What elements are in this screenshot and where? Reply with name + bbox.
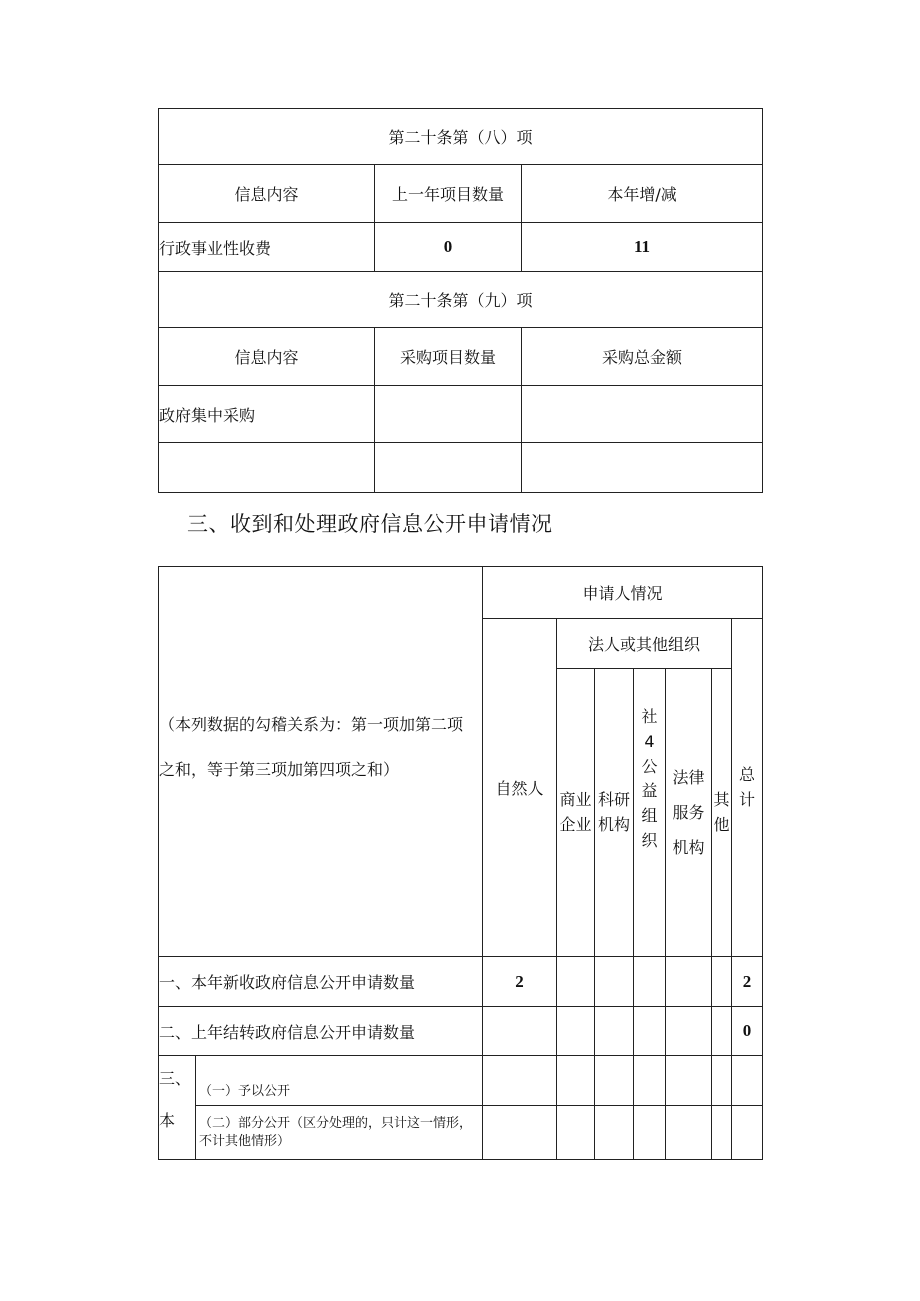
row-procurement-label: 政府集中采购	[159, 386, 375, 443]
col-commercial-label: 商业企业	[559, 789, 592, 834]
empty-cell	[666, 1056, 712, 1106]
row3-sub2-label: （二）部分公开（区分处理的，只计这一情形，不计其他情形）	[196, 1106, 483, 1160]
col-research-label: 科研机构	[598, 789, 631, 834]
applications-table	[158, 566, 763, 1160]
col-social	[634, 669, 666, 957]
section-3-heading: 三、收到和处理政府信息公开申请情况	[187, 512, 553, 536]
col-commercial	[557, 669, 595, 957]
col-natural-person: 自然人	[483, 619, 557, 957]
section-9-title: 第二十条第（九）项	[159, 272, 763, 328]
row-fees-label: 行政事业性收费	[159, 223, 375, 272]
applicant-header: 申请人情况	[483, 567, 763, 619]
empty-cell	[557, 1007, 595, 1056]
col-total-label: 总计	[739, 764, 756, 809]
col-total	[732, 619, 763, 957]
info-items-table	[158, 108, 763, 493]
empty-cell	[732, 1106, 763, 1160]
header-prev-year-count: 上一年项目数量	[375, 165, 522, 223]
header-procurement-amount: 采购总金额	[522, 328, 763, 386]
header-info-content-2: 信息内容	[159, 328, 375, 386]
empty-cell	[375, 443, 522, 493]
header-procurement-count: 采购项目数量	[375, 328, 522, 386]
row-fees-change: 11	[522, 223, 763, 272]
col-other-label: 其他	[713, 789, 730, 834]
row-fees-prev-count: 0	[375, 223, 522, 272]
empty-cell	[634, 1056, 666, 1106]
empty-cell	[483, 1007, 557, 1056]
row2-total: 0	[732, 1007, 763, 1056]
empty-cell	[557, 1056, 595, 1106]
row1-natural: 2	[483, 957, 557, 1007]
row1-total: 2	[732, 957, 763, 1007]
empty-cell	[712, 957, 732, 1007]
empty-cell	[712, 1056, 732, 1106]
empty-cell	[712, 1007, 732, 1056]
empty-cell	[712, 1106, 732, 1160]
row2-label: 二、上年结转政府信息公开申请数量	[159, 1007, 483, 1056]
header-info-content: 信息内容	[159, 165, 375, 223]
col-other	[712, 669, 732, 957]
col-legal-service-label: 法律服务机构	[672, 767, 705, 858]
col-research	[595, 669, 634, 957]
empty-cell	[483, 1056, 557, 1106]
row3-label-part2: 本	[159, 1110, 176, 1130]
empty-cell	[159, 443, 375, 493]
empty-cell	[634, 1007, 666, 1056]
empty-cell	[666, 1106, 712, 1160]
section-8-title: 第二十条第（八）项	[159, 109, 763, 165]
empty-cell	[483, 1106, 557, 1160]
empty-cell	[634, 1106, 666, 1160]
empty-cell	[595, 957, 634, 1007]
empty-cell	[666, 957, 712, 1007]
empty-cell	[557, 957, 595, 1007]
row-procurement-amount	[522, 386, 763, 443]
empty-cell	[595, 1106, 634, 1160]
row1-label: 一、本年新收政府信息公开申请数量	[159, 957, 483, 1007]
note-line-2: 之和，等于第三项加第四项之和）	[159, 760, 400, 780]
legal-entity-header: 法人或其他组织	[557, 619, 732, 669]
empty-cell	[557, 1106, 595, 1160]
row3-label-part1: 三、	[159, 1069, 192, 1088]
note-line-1: （本列数据的勾稽关系为：第一项加第二项	[159, 715, 464, 734]
row3-label	[159, 1056, 196, 1160]
header-change: 本年增/减	[522, 165, 763, 223]
note-cell	[159, 567, 483, 957]
empty-cell	[595, 1007, 634, 1056]
empty-cell	[522, 443, 763, 493]
empty-cell	[666, 1007, 712, 1056]
empty-cell	[634, 957, 666, 1007]
row-procurement-count	[375, 386, 522, 443]
empty-cell	[595, 1056, 634, 1106]
empty-cell	[732, 1056, 763, 1106]
row3-sub1-label: （一）予以公开	[196, 1056, 483, 1106]
col-legal-service	[666, 669, 712, 957]
col-social-label: 社4公益组织	[641, 707, 658, 850]
